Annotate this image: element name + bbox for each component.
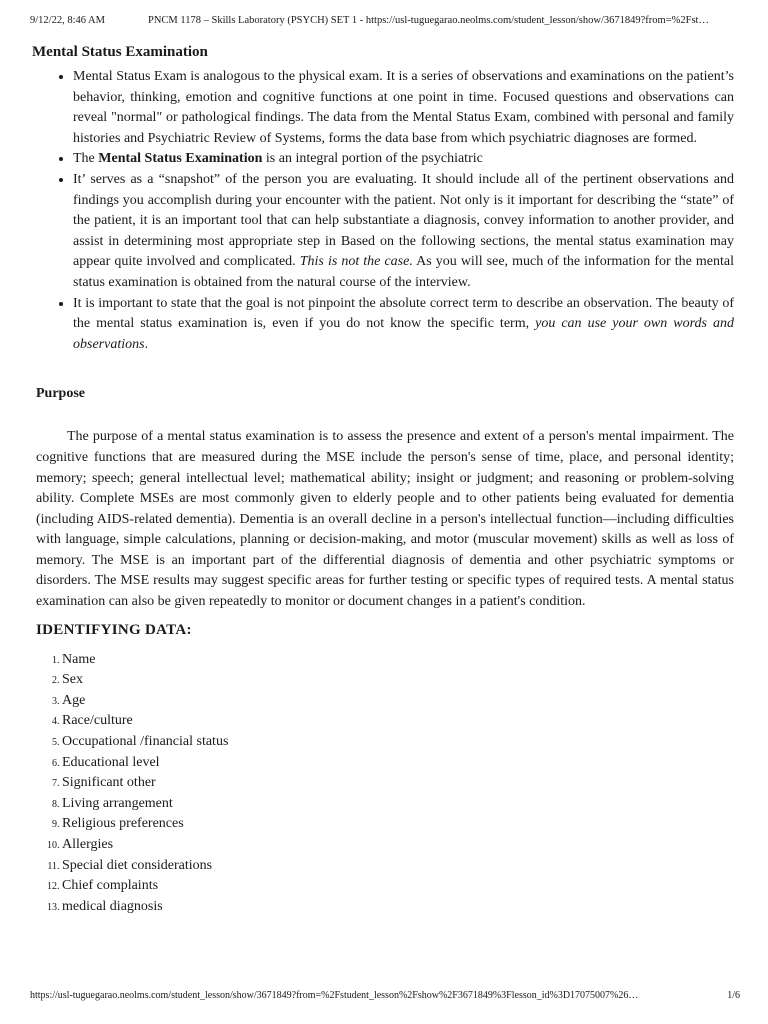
identifying-data-list [32, 650, 734, 918]
identifying-item: 10. Allergies [62, 835, 734, 856]
identifying-item: 3. Age [62, 691, 734, 712]
identifying-item: 5. Occupational /financial status [62, 732, 734, 753]
identifying-item: 12. Chief complaints [62, 876, 734, 897]
mse-bullet-2-bold: Mental Status Examination [98, 151, 263, 167]
mse-bullet-2-pre: The [73, 151, 99, 167]
page-number: 1/6 [727, 990, 740, 1001]
identifying-item: 11. Special diet considerations [62, 856, 734, 877]
mse-bullet-3-post: As you will see, much of the information for the mental status examination is obtained from the natural course of the interview. [73, 254, 734, 290]
mse-bullet-4 [73, 294, 734, 356]
print-page-title: PNCM 1178 – Skills Laboratory (PSYCH) SET 1 - https://usl-tuguegarao.neolms.com/student_lesson/show/3671849?from=%2Fst… [148, 15, 709, 26]
print-header [30, 15, 750, 26]
mse-bullet-list [32, 67, 734, 355]
identifying-item: 6. Educational level [62, 753, 734, 774]
mse-bullet-4-post: . [144, 336, 149, 352]
identifying-data-title: IDENTIFYING DATA: [36, 621, 192, 638]
mse-bullet-1 [73, 67, 734, 149]
mse-bullet-3-emphasis: This is not the case. [299, 254, 413, 270]
identifying-item: 4. Race/culture [62, 711, 734, 732]
purpose-title: Purpose [36, 386, 85, 402]
identifying-item: 13. medical diagnosis [62, 897, 734, 918]
identifying-item: 1. Name [62, 650, 734, 671]
mse-bullet-3 [73, 170, 734, 294]
mse-bullet-4-emphasis: you can use your own words and observations [73, 316, 734, 352]
mse-bullet-4-pre: It is important to state that the goal is not pinpoint the absolute correct term to describe an observation. The beauty of the mental status examination is, even if you do not know the specific term, [73, 295, 734, 332]
mse-title: Mental Status Examination [32, 44, 208, 60]
identifying-item: 7. Significant other [62, 773, 734, 794]
document-content [32, 44, 734, 917]
identifying-item: 8. Living arrangement [62, 794, 734, 815]
print-date: 9/12/22, 8:46 AM [30, 15, 105, 26]
purpose-paragraph: The purpose of a mental status examination is to assess the presence and extent of a person's mental impairment. The cognitive functions that are measured during the MSE include the person's sense of time, place, and personal identity; memory; speech; general intellectual level; mathematical ability; insight or judgment; and reasoning or problem-solving ability. Complete MSEs are most commonly given to elderly people and to other patients being evaluated for dementia (including AIDS-related dementia). Dementia is an overall decline in a person's intellectual function—including difficulties with language, simple calculations, planning or decision-making, and motor (muscular movement) skills as well as loss of memory. The MSE is an important part of the differential diagnosis of dementia and other psychiatric symptoms or disorders. The MSE results may suggest specific areas for further testing or specific types of required tests. A mental status examination can also be given repeatedly to monitor or document changes in a patient's condition. [36, 429, 734, 610]
identifying-item: 2. Sex [62, 670, 734, 691]
identifying-item: 9. Religious preferences [62, 814, 734, 835]
mse-bullet-1-text: Mental Status Exam is analogous to the physical exam. It is a series of observations and examinations on the patient’s behavior, thinking, emotion and cognitive functions at one point in time. Focused questions and observations can reveal "normal" or pathological findings. The data from the Mental Status Exam, combined with personal and family histories and Psychiatric Review of Systems, forms the data base from which psychiatric diagnoses are formed. [73, 69, 734, 146]
mse-bullet-3-pre: It’ serves as a “snapshot” of the person you are evaluating. It should include all of the pertinent observations and findings you accomplish during your encounter with the patient. Not only is it important for describing the “state” of the patient, it is an important tool that can help substantiate a diagnosis, convey information to another provider, and assist in determining most appropriate step in Based on the following sections, the mental status examination may appear quite involved and complicated. [73, 171, 734, 270]
print-footer [30, 990, 740, 1001]
print-footer-url: https://usl-tuguegarao.neolms.com/student_lesson/show/3671849?from=%2Fstudent_lesson%2Fshow%2F3671849%3Flesson_id%3D17075007%26… [30, 990, 639, 1001]
mse-bullet-2 [73, 149, 734, 170]
mse-bullet-2-post: is an integral portion of the psychiatric [262, 151, 483, 167]
